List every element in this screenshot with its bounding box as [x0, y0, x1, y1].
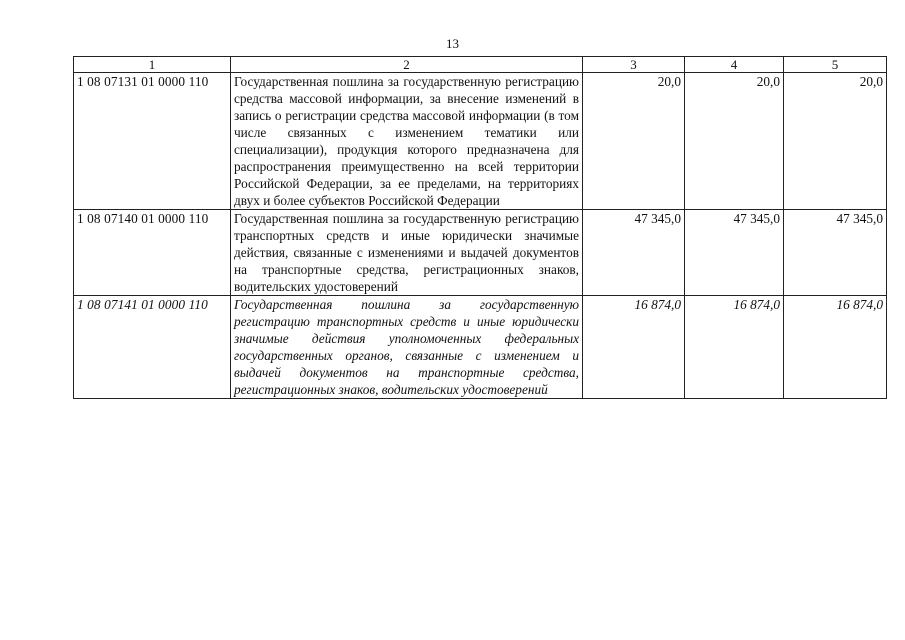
table-row: [74, 73, 887, 210]
row-description: Государственная пошлина за государственную регистрацию средства массовой информации, за внесение изменений в запись о регистрации средства массовой информации (в том числе связанных с изменением тематики или специализации), продукция которого предназначена для распространения преимущественно на всей территории Российской Федерации, за ее пределами, на территориях двух и более субъектов Российской Федерации: [231, 73, 583, 210]
value-col-5: 47 345,0: [784, 210, 887, 296]
row-description: Государственная пошлина за государственную регистрацию транспортных средств и иные юридически значимые действия, связанные с изменениями и выдачей документов на транспортные средства, регистрационных знаков, водительских удостоверений: [231, 210, 583, 296]
budget-table: [73, 56, 887, 399]
table-row: [74, 210, 887, 296]
value-col-4: 20,0: [685, 73, 784, 210]
budget-code: 1 08 07141 01 0000 110: [74, 296, 231, 399]
header-col-3: 3: [583, 57, 685, 73]
page-number: 13: [446, 36, 459, 51]
value-col-3: 16 874,0: [583, 296, 685, 399]
value-col-5: 16 874,0: [784, 296, 887, 399]
header-col-2: 2: [231, 57, 583, 73]
value-col-4: 47 345,0: [685, 210, 784, 296]
header-col-5: 5: [784, 57, 887, 73]
header-col-4: 4: [685, 57, 784, 73]
header-col-1: 1: [74, 57, 231, 73]
value-col-5: 20,0: [784, 73, 887, 210]
row-description: Государственная пошлина за государственную регистрацию транспортных средств и иные юридически значимые действия уполномоченных федеральных государственных органов, связанные с изменением и выдачей документов на транспортные средства, регистрационных знаков, водительских удостоверений: [231, 296, 583, 399]
value-col-3: 20,0: [583, 73, 685, 210]
value-col-3: 47 345,0: [583, 210, 685, 296]
budget-code: 1 08 07140 01 0000 110: [74, 210, 231, 296]
value-col-4: 16 874,0: [685, 296, 784, 399]
table-row: [74, 296, 887, 399]
header-row: [74, 57, 887, 73]
budget-code: 1 08 07131 01 0000 110: [74, 73, 231, 210]
